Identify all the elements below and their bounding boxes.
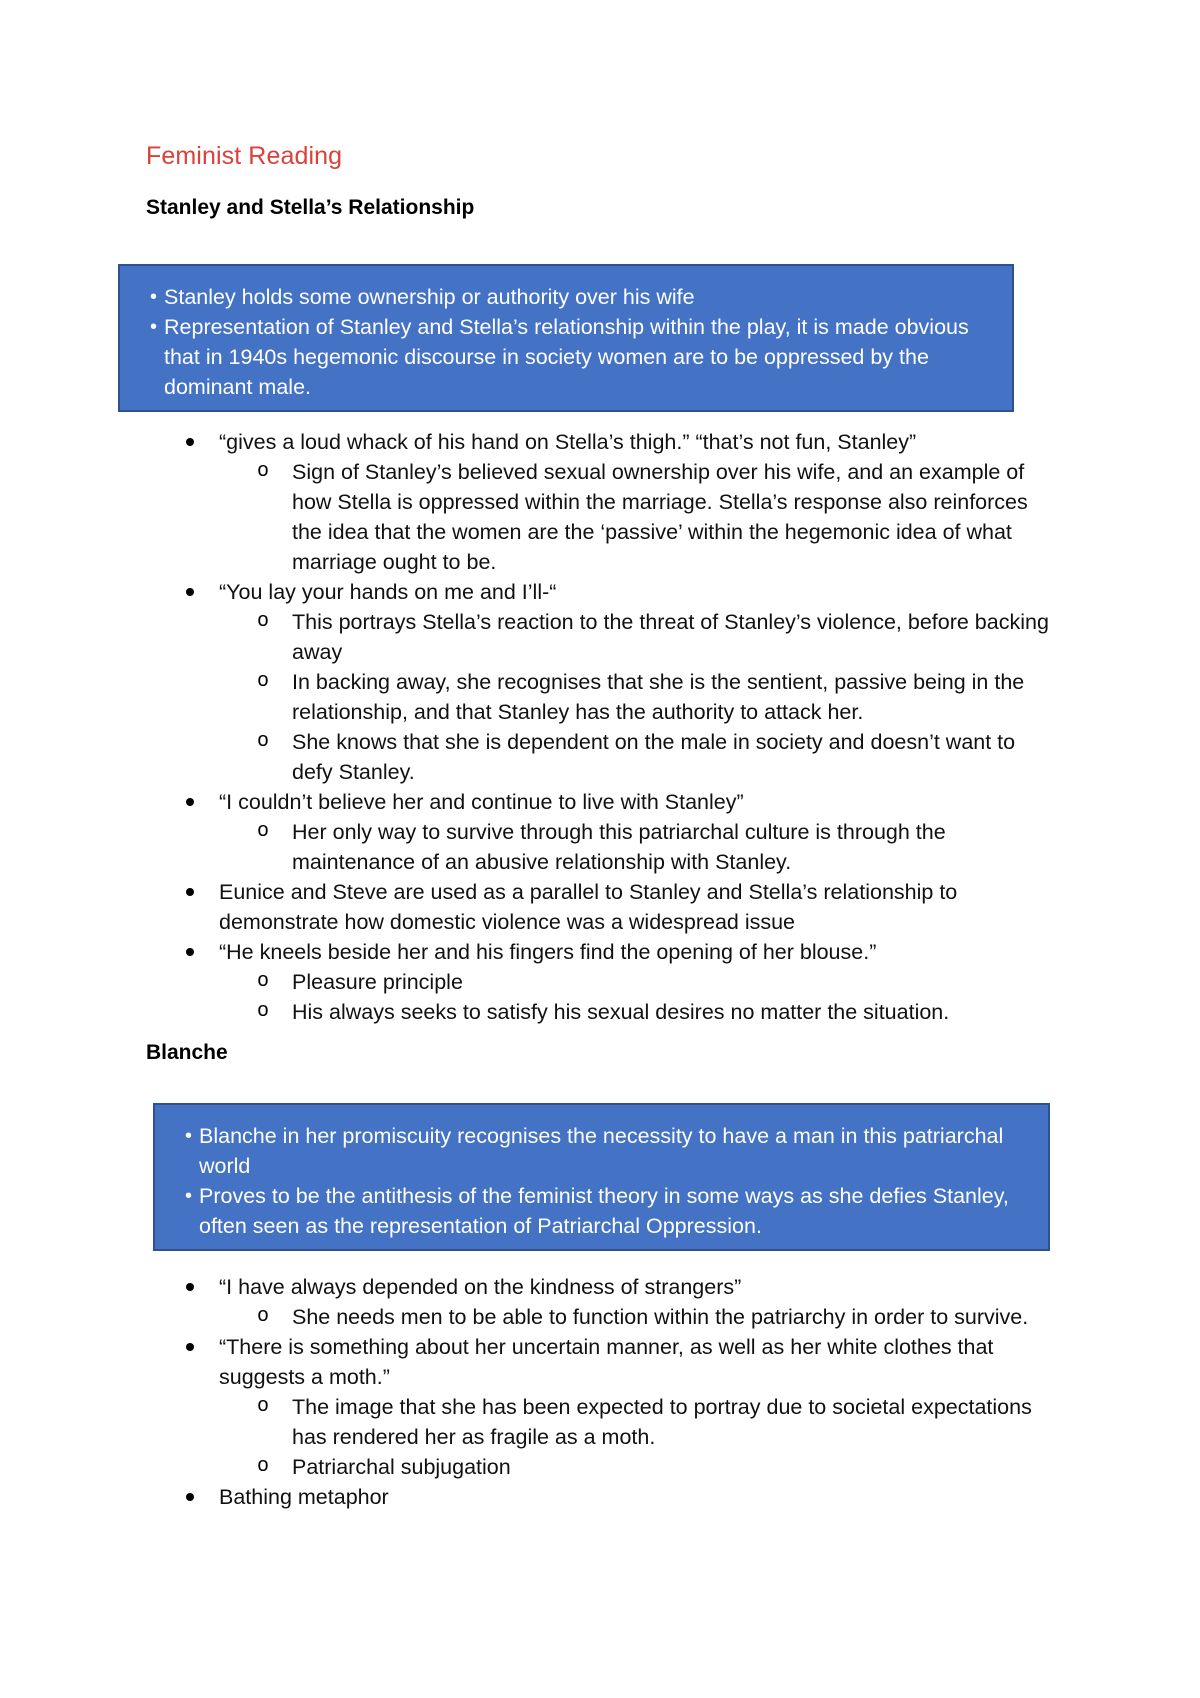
- callout-item: • Representation of Stanley and Stella’s relationship within the play, it is made obvious that in 1940s hegemonic discourse in society women are to be oppressed by the dominant male.: [150, 312, 972, 402]
- bullet-circle: o: [257, 670, 270, 693]
- bullet-circle: o: [257, 460, 270, 483]
- section-heading-stanley-stella: Stanley and Stella’s Relationship: [146, 196, 475, 219]
- bullet-dot: [186, 438, 194, 446]
- bullet-list-relationship: [0, 427, 1200, 1027]
- bullet-circle: o: [257, 1000, 270, 1023]
- sub-list-item: o His always seeks to satisfy his sexual desires no matter the situation.: [257, 1000, 950, 1024]
- bullet-circle: o: [257, 820, 270, 843]
- callout-box-blanche: [153, 1103, 1050, 1251]
- section-heading-blanche: Blanche: [146, 1041, 228, 1064]
- bullet-dot: [186, 1343, 194, 1351]
- list-item: “I couldn’t believe her and continue to live with Stanley”: [0, 787, 1019, 817]
- sub-list-item: o In backing away, she recognises that she is the sentient, passive being in the relationship, and that Stanley has the authority to attack her.: [257, 670, 1025, 724]
- callout-item: • Proves to be the antithesis of the feminist theory in some ways as she defies Stanley, often seen as the representation of Patriarchal Oppression.: [185, 1181, 1018, 1241]
- bullet-dot: [186, 1493, 194, 1501]
- sub-list-item: o She knows that she is dependent on the male in society and doesn’t want to defy Stanley.: [257, 730, 1016, 784]
- list-item: “You lay your hands on me and I’ll-“: [0, 577, 1019, 607]
- bullet-dot: [186, 948, 194, 956]
- list-item: “I have always depended on the kindness of strangers”: [0, 1272, 1019, 1302]
- sub-list-item: o Patriarchal subjugation: [257, 1455, 511, 1479]
- bullet-dot: [186, 1283, 194, 1291]
- bullet-circle: o: [257, 730, 270, 753]
- sub-list-item: o Sign of Stanley’s believed sexual ownership over his wife, and an example of how Stella is oppressed within the marriage. Stella’s response also reinforces the idea that the women are the ‘passive’ within the hegemonic idea of what marriage ought to be.: [257, 460, 1028, 574]
- list-item: Eunice and Steve are used as a parallel to Stanley and Stella’s relationship to demonstrate how domestic violence was a widespread issue: [0, 877, 1019, 937]
- callout-item: • Stanley holds some ownership or authority over his wife: [150, 282, 972, 312]
- bullet-circle: o: [257, 1395, 270, 1418]
- sub-list-item: o She needs men to be able to function within the patriarchy in order to survive.: [257, 1305, 1029, 1329]
- bullet-circle: o: [257, 1455, 270, 1478]
- list-item: “gives a loud whack of his hand on Stella’s thigh.” “that’s not fun, Stanley”: [0, 427, 1019, 457]
- document-title: Feminist Reading: [146, 142, 343, 170]
- bullet-circle: o: [257, 610, 270, 633]
- sub-list-item: o Her only way to survive through this patriarchal culture is through the maintenance of an abusive relationship with Stanley.: [257, 820, 946, 874]
- bullet-circle: o: [257, 970, 270, 993]
- callout-item: • Blanche in her promiscuity recognises the necessity to have a man in this patriarchal world: [185, 1121, 1018, 1181]
- bullet-list-blanche: [0, 1272, 1200, 1512]
- bullet-dot: [186, 798, 194, 806]
- list-item: “He kneels beside her and his fingers find the opening of her blouse.”: [0, 937, 1019, 967]
- sub-list-item: o The image that she has been expected to portray due to societal expectations has rendered her as fragile as a moth.: [257, 1395, 1032, 1449]
- bullet-dot: [186, 588, 194, 596]
- list-item: “There is something about her uncertain manner, as well as her white clothes that suggests a moth.”: [0, 1332, 1019, 1392]
- callout-box-relationship: [118, 264, 1014, 412]
- sub-list-item: o Pleasure principle: [257, 970, 463, 994]
- sub-list-item: o This portrays Stella’s reaction to the threat of Stanley’s violence, before backing away: [257, 610, 1049, 664]
- bullet-circle: o: [257, 1305, 270, 1328]
- bullet-dot: [186, 888, 194, 896]
- list-item: Bathing metaphor: [0, 1482, 1019, 1512]
